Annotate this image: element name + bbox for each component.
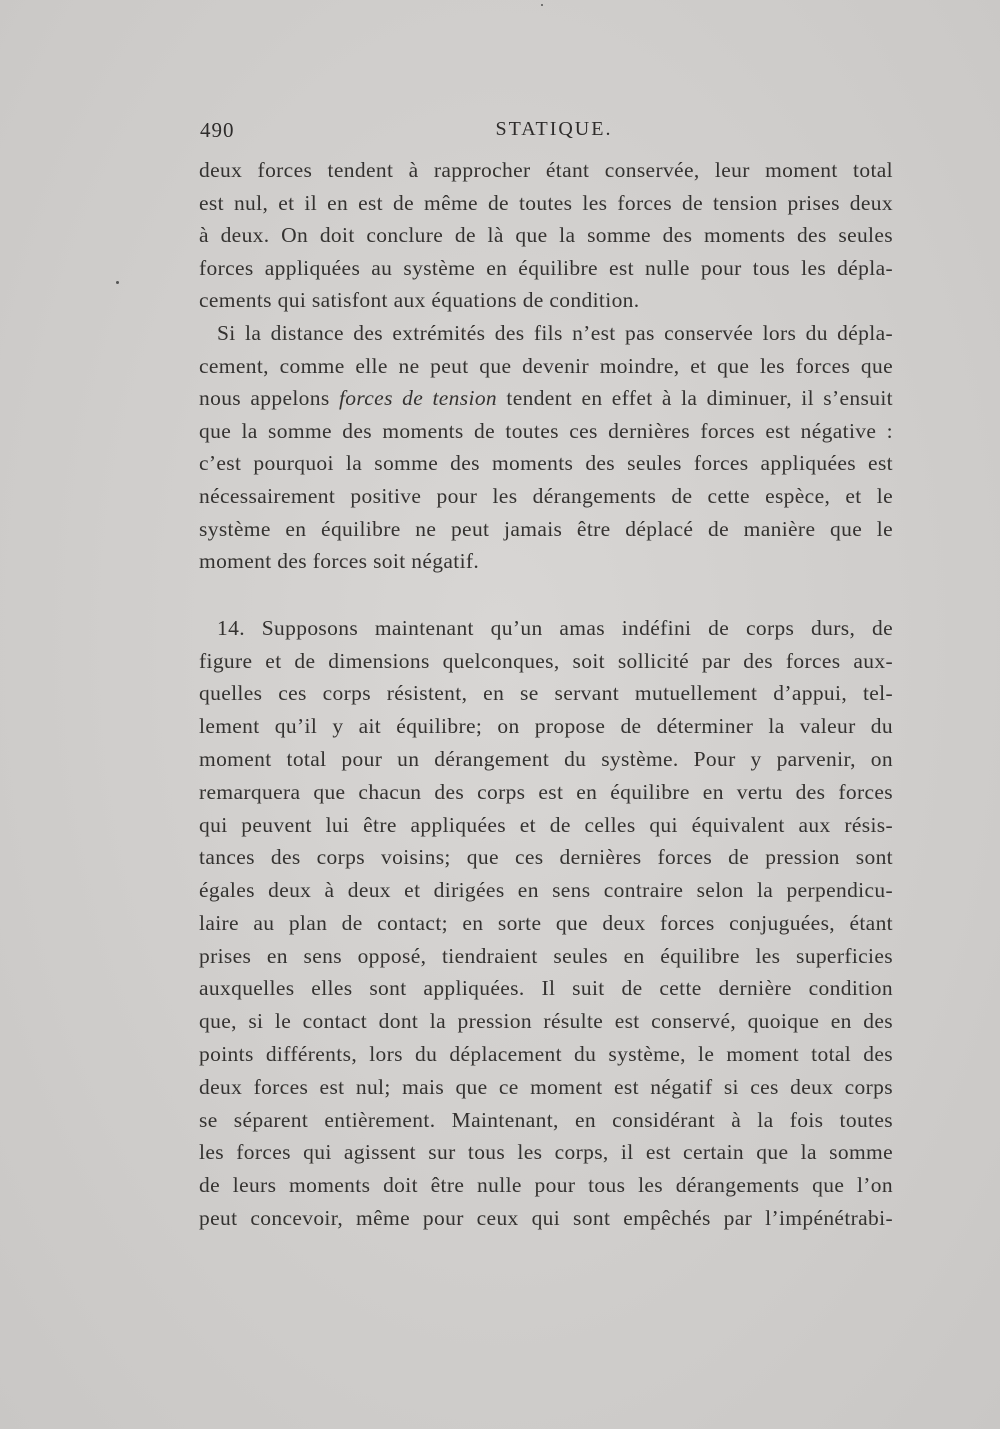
text-line: lement qu’il y ait équilibre; on propose de déterminer la valeur du	[199, 714, 893, 739]
text-line: laire au plan de contact; en sorte que deux forces conjuguées, étant	[199, 910, 893, 935]
body-text	[199, 154, 893, 1235]
italic-term: forces de tension	[338, 386, 498, 411]
text-line: 14. Supposons maintenant qu’un amas indéfini de corps durs, de	[217, 615, 893, 640]
paper-speck	[116, 281, 119, 284]
paragraph-1	[199, 154, 893, 317]
text-line: nécessairement positive pour les dérangements de cette espèce, et le	[199, 483, 893, 508]
text-line: à deux. On doit conclure de là que la somme des moments des seules	[199, 223, 893, 248]
paragraph-2	[199, 317, 893, 578]
text-line: figure et de dimensions quelconques, soit sollicité par des forces aux-	[199, 648, 893, 673]
text-line: points différents, lors du déplacement du système, le moment total des	[199, 1042, 893, 1067]
text-fragment: nous appelons	[199, 386, 339, 411]
text-line: moment des forces soit négatif.	[199, 549, 480, 574]
text-line: les forces qui agissent sur tous les corps, il est certain que la somme	[199, 1140, 893, 1165]
text-fragment: tendent en effet à la diminuer, il s’ensuit	[497, 386, 893, 411]
text-line: auxquelles elles sont appliquées. Il suit de cette dernière condition	[199, 976, 893, 1001]
text-line: peut concevoir, même pour ceux qui sont empêchés par l’impénétrabi-	[199, 1206, 893, 1231]
text-line: cement, comme elle ne peut que devenir moindre, et que les forces que	[199, 353, 893, 378]
text-line: cements qui satisfont aux équations de condition.	[199, 288, 640, 313]
text-line: égales deux à deux et dirigées en sens contraire selon la perpendicu-	[199, 878, 893, 903]
text-line: Si la distance des extrémités des fils n’est pas conservée lors du dépla-	[217, 320, 893, 345]
section-gap	[199, 578, 893, 612]
text-line: que, si le contact dont la pression résulte est conservé, quoique en des	[199, 1009, 893, 1034]
text-line: quelles ces corps résistent, en se servant mutuellement d’appui, tel-	[199, 681, 893, 706]
text-line: tances des corps voisins; que ces dernières forces de pression sont	[199, 845, 893, 870]
text-line: remarquera que chacun des corps est en équilibre en vertu des forces	[199, 779, 893, 804]
text-line: deux forces est nul; mais que ce moment est négatif si ces deux corps	[199, 1074, 893, 1099]
text-line: prises en sens opposé, tiendraient seules en équilibre les superficies	[199, 943, 893, 968]
text-line: système en équilibre ne peut jamais être déplacé de manière que le	[199, 516, 893, 541]
text-line: c’est pourquoi la somme des moments des seules forces appliquées est	[199, 451, 893, 476]
running-head: STATIQUE.	[495, 118, 613, 140]
text-line: que la somme des moments de toutes ces dernières forces est négative :	[199, 418, 893, 443]
text-line: se séparent entièrement. Maintenant, en considérant à la fois toutes	[199, 1107, 893, 1132]
paper-speck	[541, 4, 543, 6]
text-line-with-italic	[199, 382, 893, 415]
paragraph-3	[199, 612, 893, 1235]
text-line: qui peuvent lui être appliquées et de celles qui équivalent aux résis-	[199, 812, 893, 837]
text-line: de leurs moments doit être nulle pour tous les dérangements que l’on	[199, 1173, 893, 1198]
page-header	[200, 118, 888, 148]
text-line: est nul, et il en est de même de toutes les forces de tension prises deux	[199, 190, 893, 215]
page-number: 490	[200, 118, 235, 142]
text-line: moment total pour un dérangement du système. Pour y parvenir, on	[199, 746, 893, 771]
text-line: deux forces tendent à rapprocher étant conservée, leur moment total	[199, 158, 893, 182]
text-line: forces appliquées au système en équilibre est nulle pour tous les dépla-	[199, 255, 893, 280]
